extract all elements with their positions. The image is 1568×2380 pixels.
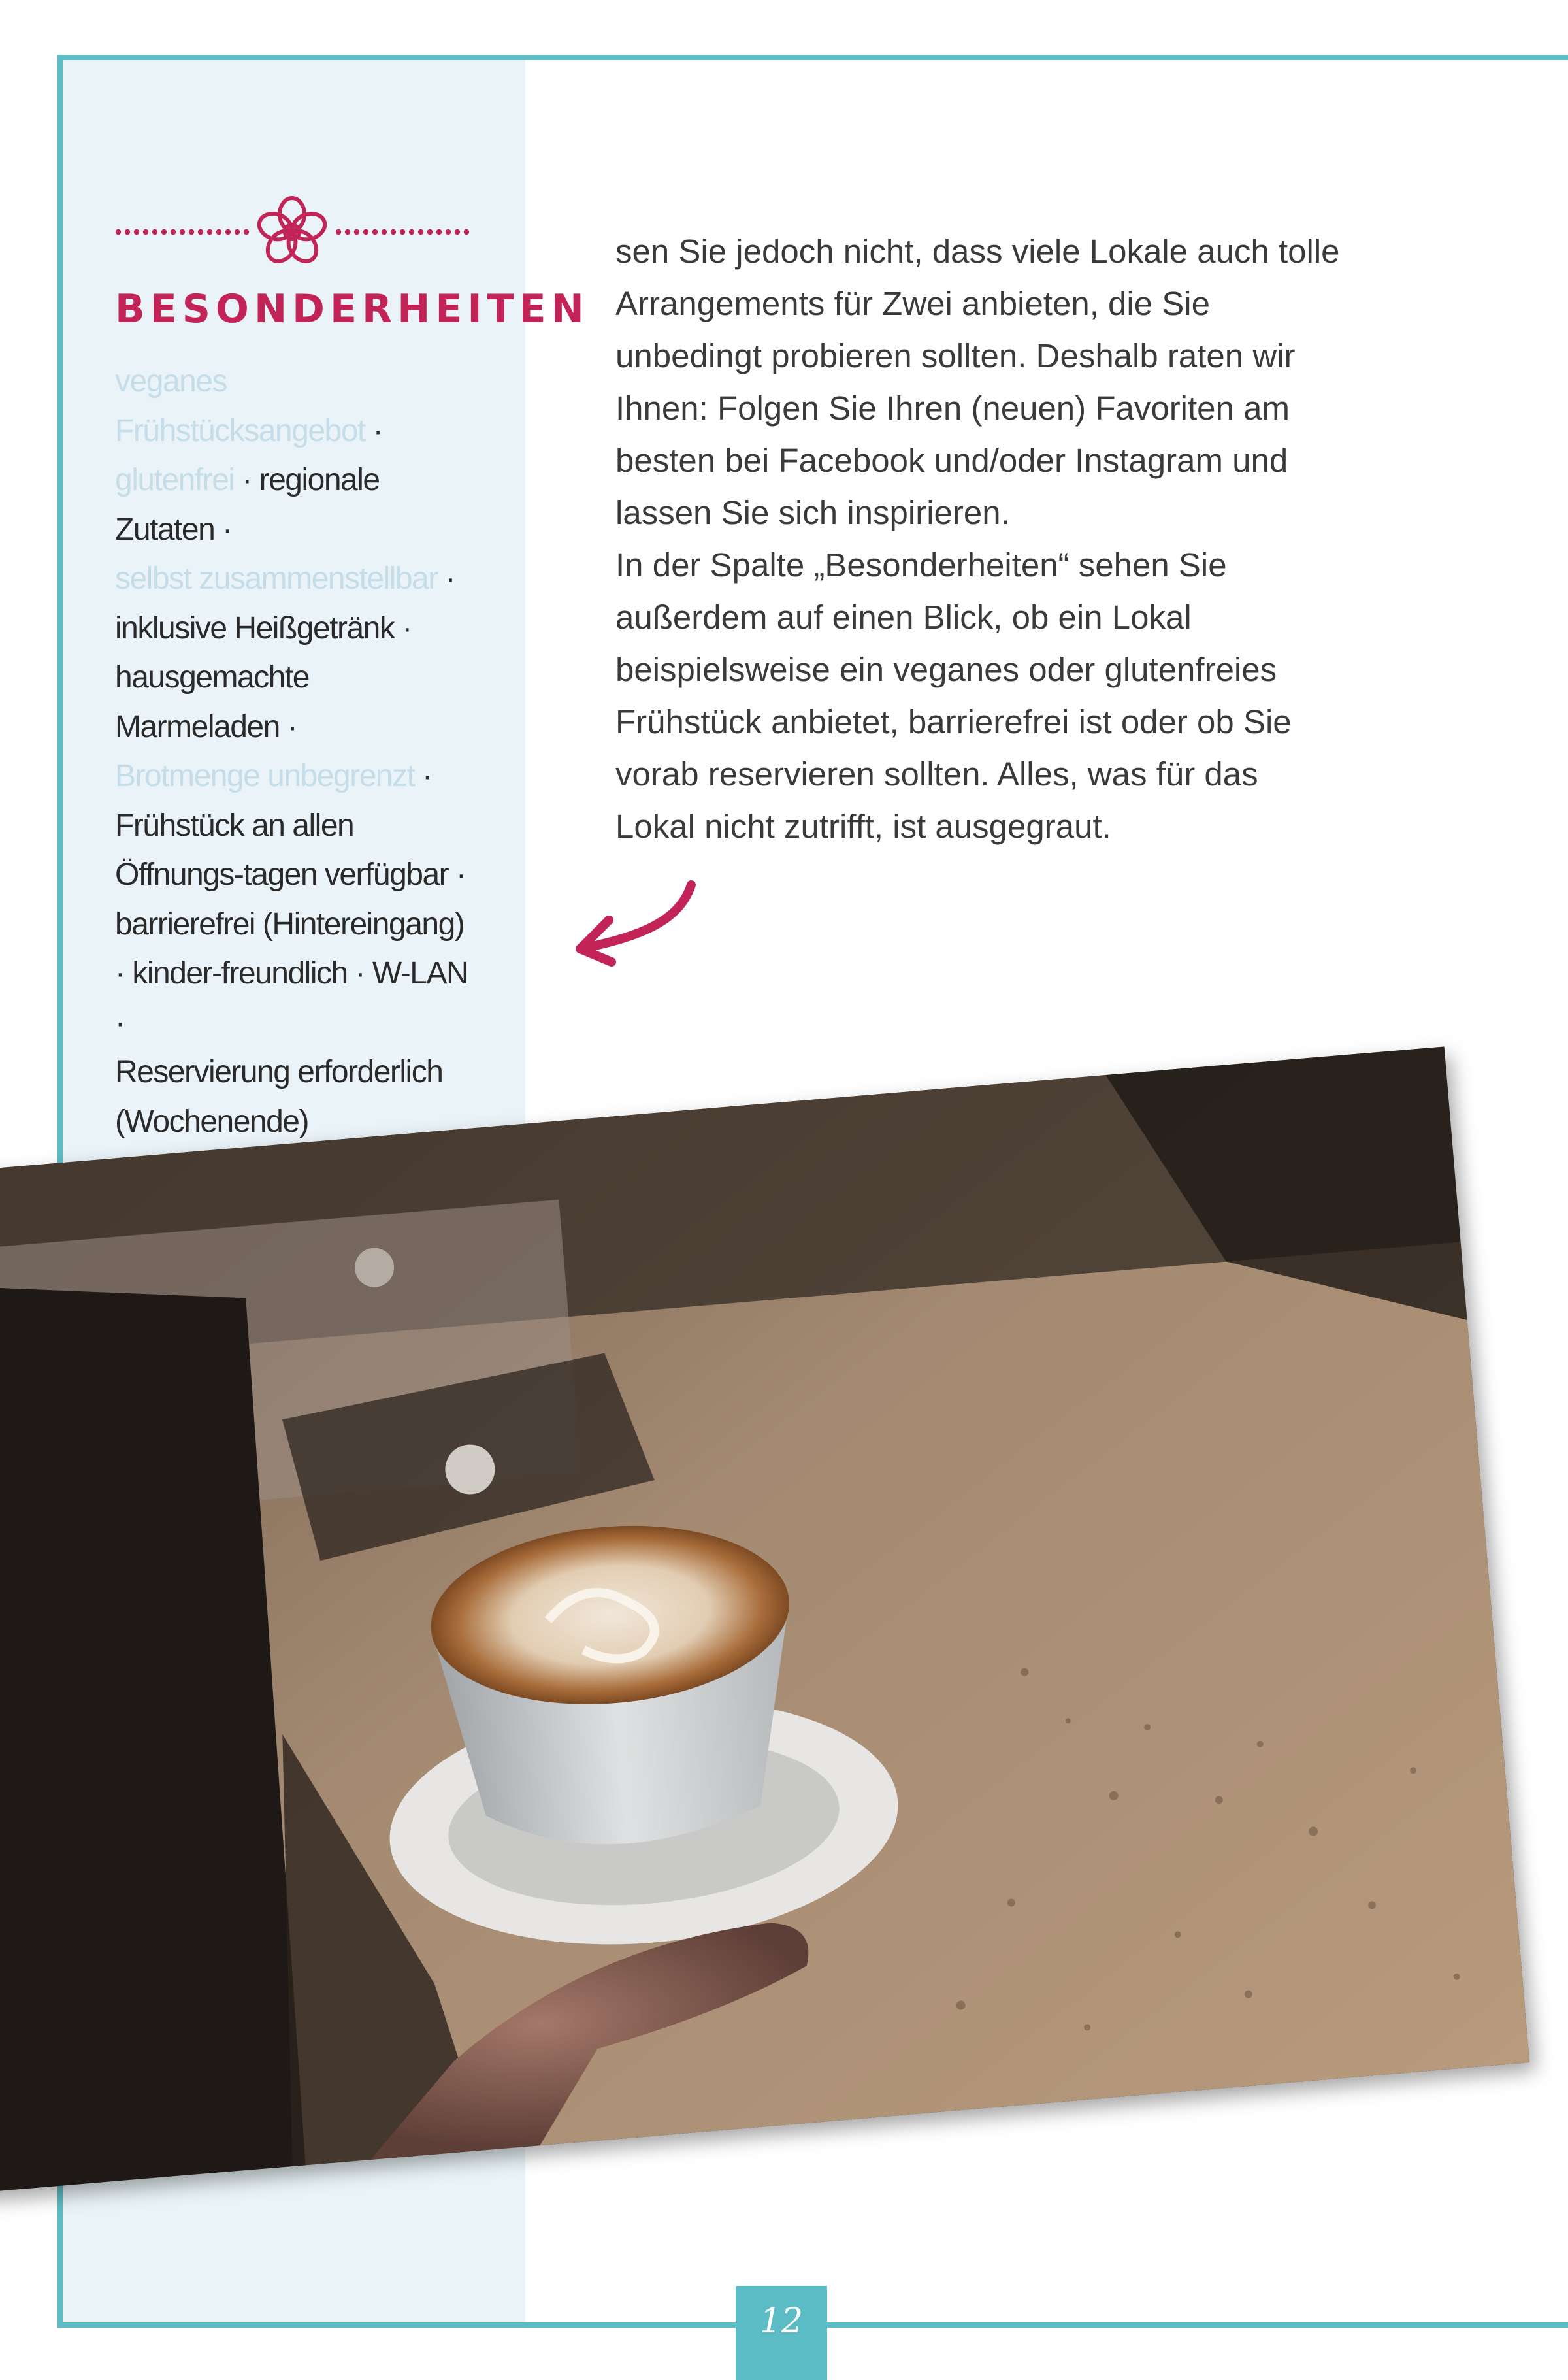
feature-item: regionale Zutaten bbox=[115, 463, 380, 547]
feature-item: W-LAN bbox=[372, 956, 468, 991]
body-text bbox=[615, 225, 1341, 853]
body-paragraph: sen Sie jedoch nicht, dass viele Lokale auch tolle Arrangements für Zwei anbieten, die Sie unbedingt probieren sollten. Deshalb raten wir Ihnen: Folgen Sie Ihren (neuen) Favoriten am besten bei Facebook und/oder Instagram und lassen Sie sich inspirieren. bbox=[615, 233, 1340, 531]
page-number-box bbox=[736, 2286, 827, 2380]
feature-item: hausgemachte Marmeladen bbox=[115, 660, 309, 744]
feature-item: kinder-freundlich bbox=[132, 956, 348, 991]
cappuccino-photo bbox=[0, 1046, 1529, 2194]
page-number: 12 bbox=[759, 2302, 804, 2341]
feature-item: selbst zusammenstellbar bbox=[115, 561, 438, 596]
feature-item: Brotmenge unbegrenzt bbox=[115, 759, 415, 793]
sidebar-heading: BESONDERHEITEN bbox=[115, 286, 589, 332]
flower-divider-icon bbox=[114, 190, 470, 274]
features-list: veganes Frühstücksangebot · glutenfrei · regionale Zutaten · selbst zusammenstellbar · inklusive Heißgetränk · hausgemachte Marmeladen · Brotmenge unbegrenzt · Frühstück an allen Öffnungs-tagen verfügbar · barrierefrei (Hintereingang) · kinder-freundlich · W-LAN · Reservierung erforderlich (Wochenende) bbox=[115, 364, 468, 1139]
feature-item: veganes Frühstücksangebot bbox=[115, 364, 365, 448]
feature-item: inklusive Heißgetränk bbox=[115, 610, 395, 646]
frame-top-line bbox=[57, 55, 1568, 60]
curved-arrow-icon bbox=[568, 876, 699, 974]
feature-item: Frühstück an allen Öffnungs-tagen verfügbar bbox=[115, 808, 449, 892]
feature-item: Reservierung erforderlich (Wochenende) bbox=[115, 1055, 443, 1139]
body-paragraph: In der Spalte „Besonderheiten“ sehen Sie außerdem auf einen Blick, ob ein Lokal beispielsweise ein veganes oder glutenfreies Frühstück anbietet, barrierefrei ist oder ob Sie vorab reservieren sollten. Alles, was für das Lokal nicht zutrifft, ist ausgegraut. bbox=[615, 546, 1292, 845]
feature-item: barrierefrei (Hintereingang) bbox=[115, 906, 465, 942]
feature-item: glutenfrei bbox=[115, 463, 235, 497]
